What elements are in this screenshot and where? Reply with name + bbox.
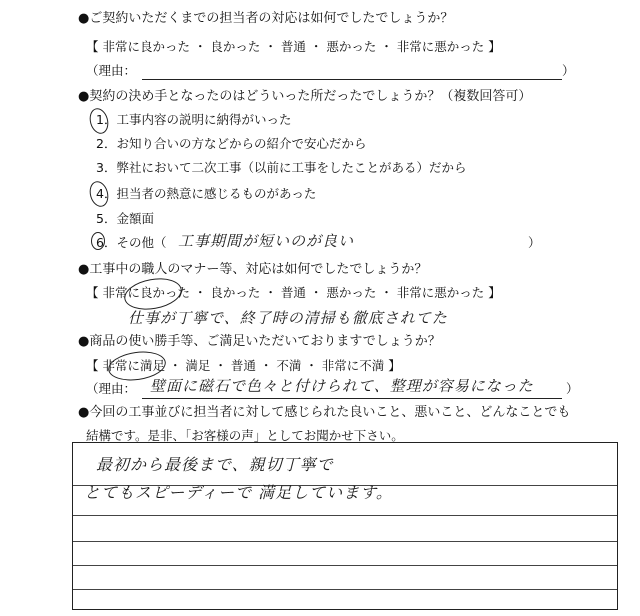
q2-option-4-circle-mark bbox=[87, 179, 111, 209]
answer-rule bbox=[73, 565, 617, 566]
answer-rule bbox=[73, 589, 617, 590]
q1-reason-end: ） bbox=[562, 63, 575, 78]
q1-reason-line bbox=[142, 79, 562, 80]
q2-option-1-circle-mark bbox=[87, 106, 111, 136]
q2-other-handwritten: 工事期間が短いのが良い bbox=[178, 232, 355, 250]
q1-reason-label: （理由： bbox=[86, 63, 137, 78]
q2-option-6-circle-mark bbox=[91, 232, 105, 250]
q4-reason-line bbox=[142, 398, 562, 399]
q4-handwritten: 壁面に磁石で色々と付けられて、整理が容易になった bbox=[150, 377, 534, 395]
q3-handwritten: 仕事が丁寧で、終了時の清掃も徹底されてた bbox=[128, 309, 448, 327]
q5-handwritten-line2: とてもスピーディーで 満足しています。 bbox=[84, 483, 393, 502]
q4-reason-end: ） bbox=[566, 381, 579, 396]
q2-question: ●契約の決め手となったのはどういった所だったでしょうか？（複数回答可） bbox=[78, 89, 532, 104]
q3-question: ●工事中の職人のマナー等、対応は如何でしたでしょうか？ bbox=[78, 262, 428, 277]
q2-option-3: 3．弊社において二次工事（以前に工事をしたことがある）だから bbox=[96, 160, 467, 175]
q2-option-5: 5．金額面 bbox=[96, 211, 154, 226]
q2-other-close: ） bbox=[528, 235, 541, 250]
q2-option-1: 1．工事内容の説明に納得がいった bbox=[96, 112, 292, 127]
q4-reason-label: （理由： bbox=[86, 381, 137, 396]
q2-option-6: 6．その他（ bbox=[96, 235, 167, 250]
q1-scale: 【 非常に良かった ・ 良かった ・ 普通 ・ 悪かった ・ 非常に悪かった 】 bbox=[86, 39, 501, 54]
q4-question: ●商品の使い勝手等、ご満足いただいておりますでしょうか？ bbox=[78, 334, 441, 349]
answer-rule bbox=[73, 541, 617, 542]
q4-scale: 【 非常に満足 ・ 満足 ・ 普通 ・ 不満 ・ 非常に不満 】 bbox=[86, 358, 401, 373]
q2-option-4: 4．担当者の熱意に感じるものがあった bbox=[96, 186, 317, 201]
q5-question-line2: 結構です。是非、「お客様の声」としてお聞かせ下さい。 bbox=[86, 428, 404, 443]
q5-handwritten-line1: 最初から最後まで、親切丁寧で bbox=[96, 455, 334, 474]
answer-rule bbox=[73, 515, 617, 516]
q2-option-2: 2．お知り合いの方などからの紹介で安心だから bbox=[96, 136, 367, 151]
q1-question: ●ご契約いただくまでの担当者の対応は如何でしたでしょうか？ bbox=[78, 11, 454, 26]
q5-question-line1: ●今回の工事並びに担当者に対して感じられた良いこと、悪いこと、どんなことでも bbox=[78, 405, 571, 420]
q3-selection-circle-mark bbox=[122, 274, 184, 314]
q3-scale: 【 非常に良かった ・ 良かった ・ 普通 ・ 悪かった ・ 非常に悪かった 】 bbox=[86, 285, 501, 300]
